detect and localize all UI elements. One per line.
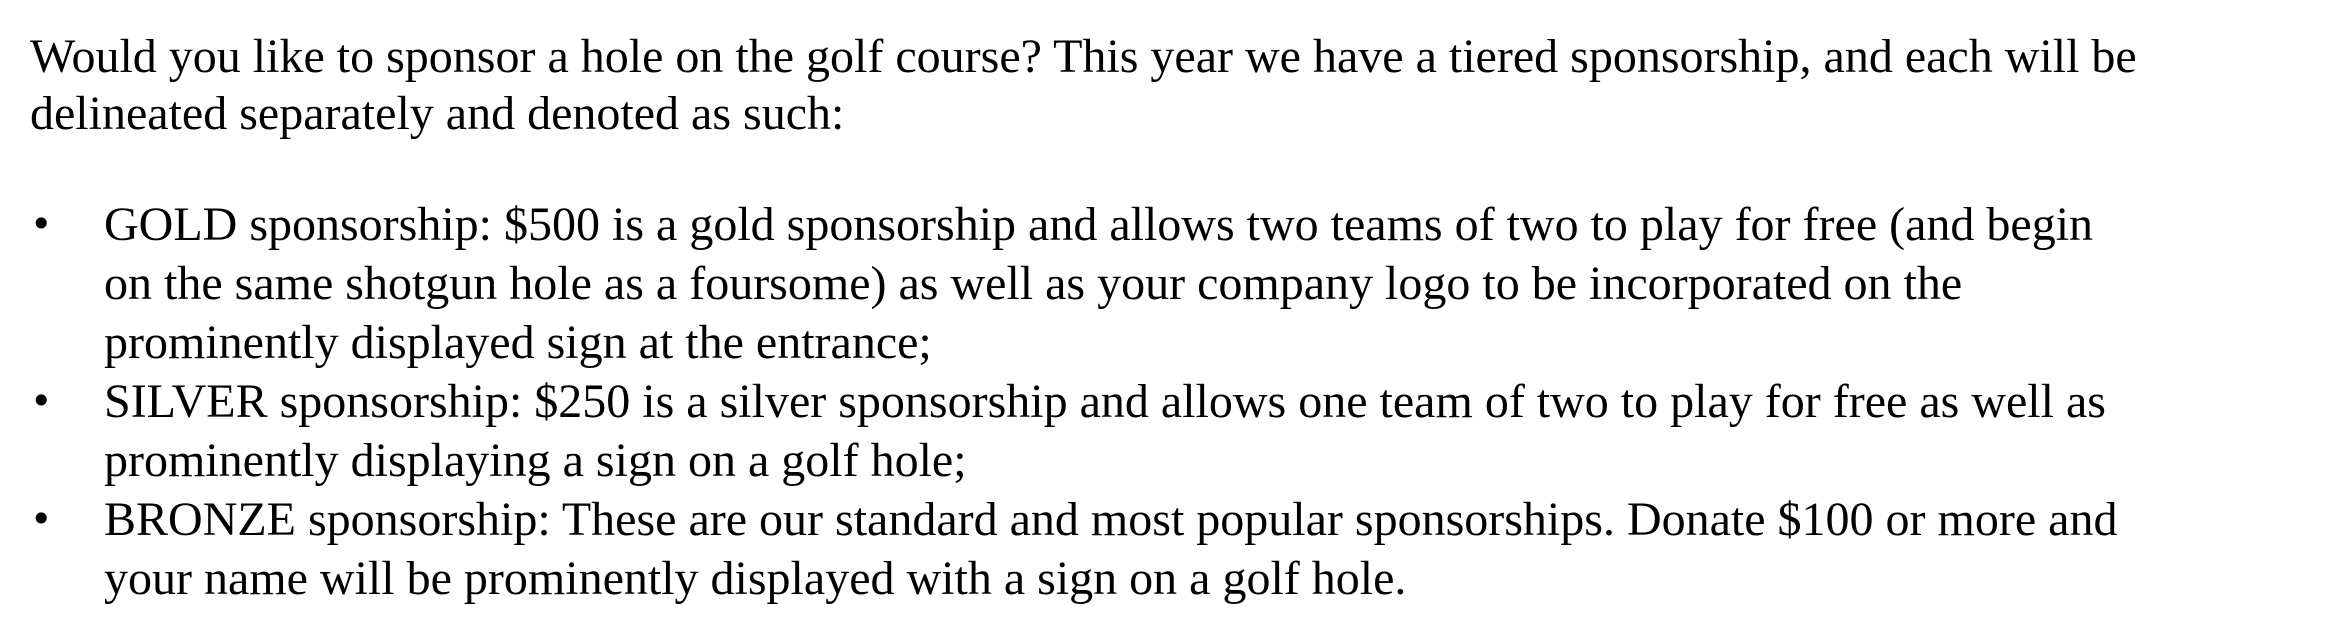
bullet-line: on the same shotgun hole as a foursome) as well as your company logo to be incorporated on the <box>104 257 1963 310</box>
intro-paragraph <box>30 28 2290 142</box>
bullet-line: your name will be prominently displayed with a sign on a golf hole. <box>104 552 1407 605</box>
bullet-icon: • <box>30 379 53 423</box>
bullet-line: prominently displaying a sign on a golf hole; <box>104 434 967 487</box>
bullet-icon: • <box>30 497 53 541</box>
bullet-line: BRONZE sponsorship: These are our standard and most popular sponsorships. Donate $100 or more and <box>104 493 2118 546</box>
intro-line: delineated separately and denoted as such: <box>30 87 845 140</box>
gold-sponsorship-item <box>30 195 2284 372</box>
sponsorship-list <box>30 195 2310 608</box>
bullet-line: prominently displayed sign at the entrance; <box>104 316 932 369</box>
bronze-sponsorship-item <box>30 490 2284 608</box>
bullet-line: SILVER sponsorship: $250 is a silver sponsorship and allows one team of two to play for free as well as <box>104 375 2106 428</box>
document-body <box>30 28 2310 608</box>
intro-line: Would you like to sponsor a hole on the golf course? This year we have a tiered sponsorship, and each will be <box>30 30 2137 83</box>
bullet-line: GOLD sponsorship: $500 is a gold sponsorship and allows two teams of two to play for free (and begin <box>104 198 2094 251</box>
bullet-icon: • <box>30 202 53 246</box>
silver-sponsorship-item <box>30 372 2284 490</box>
